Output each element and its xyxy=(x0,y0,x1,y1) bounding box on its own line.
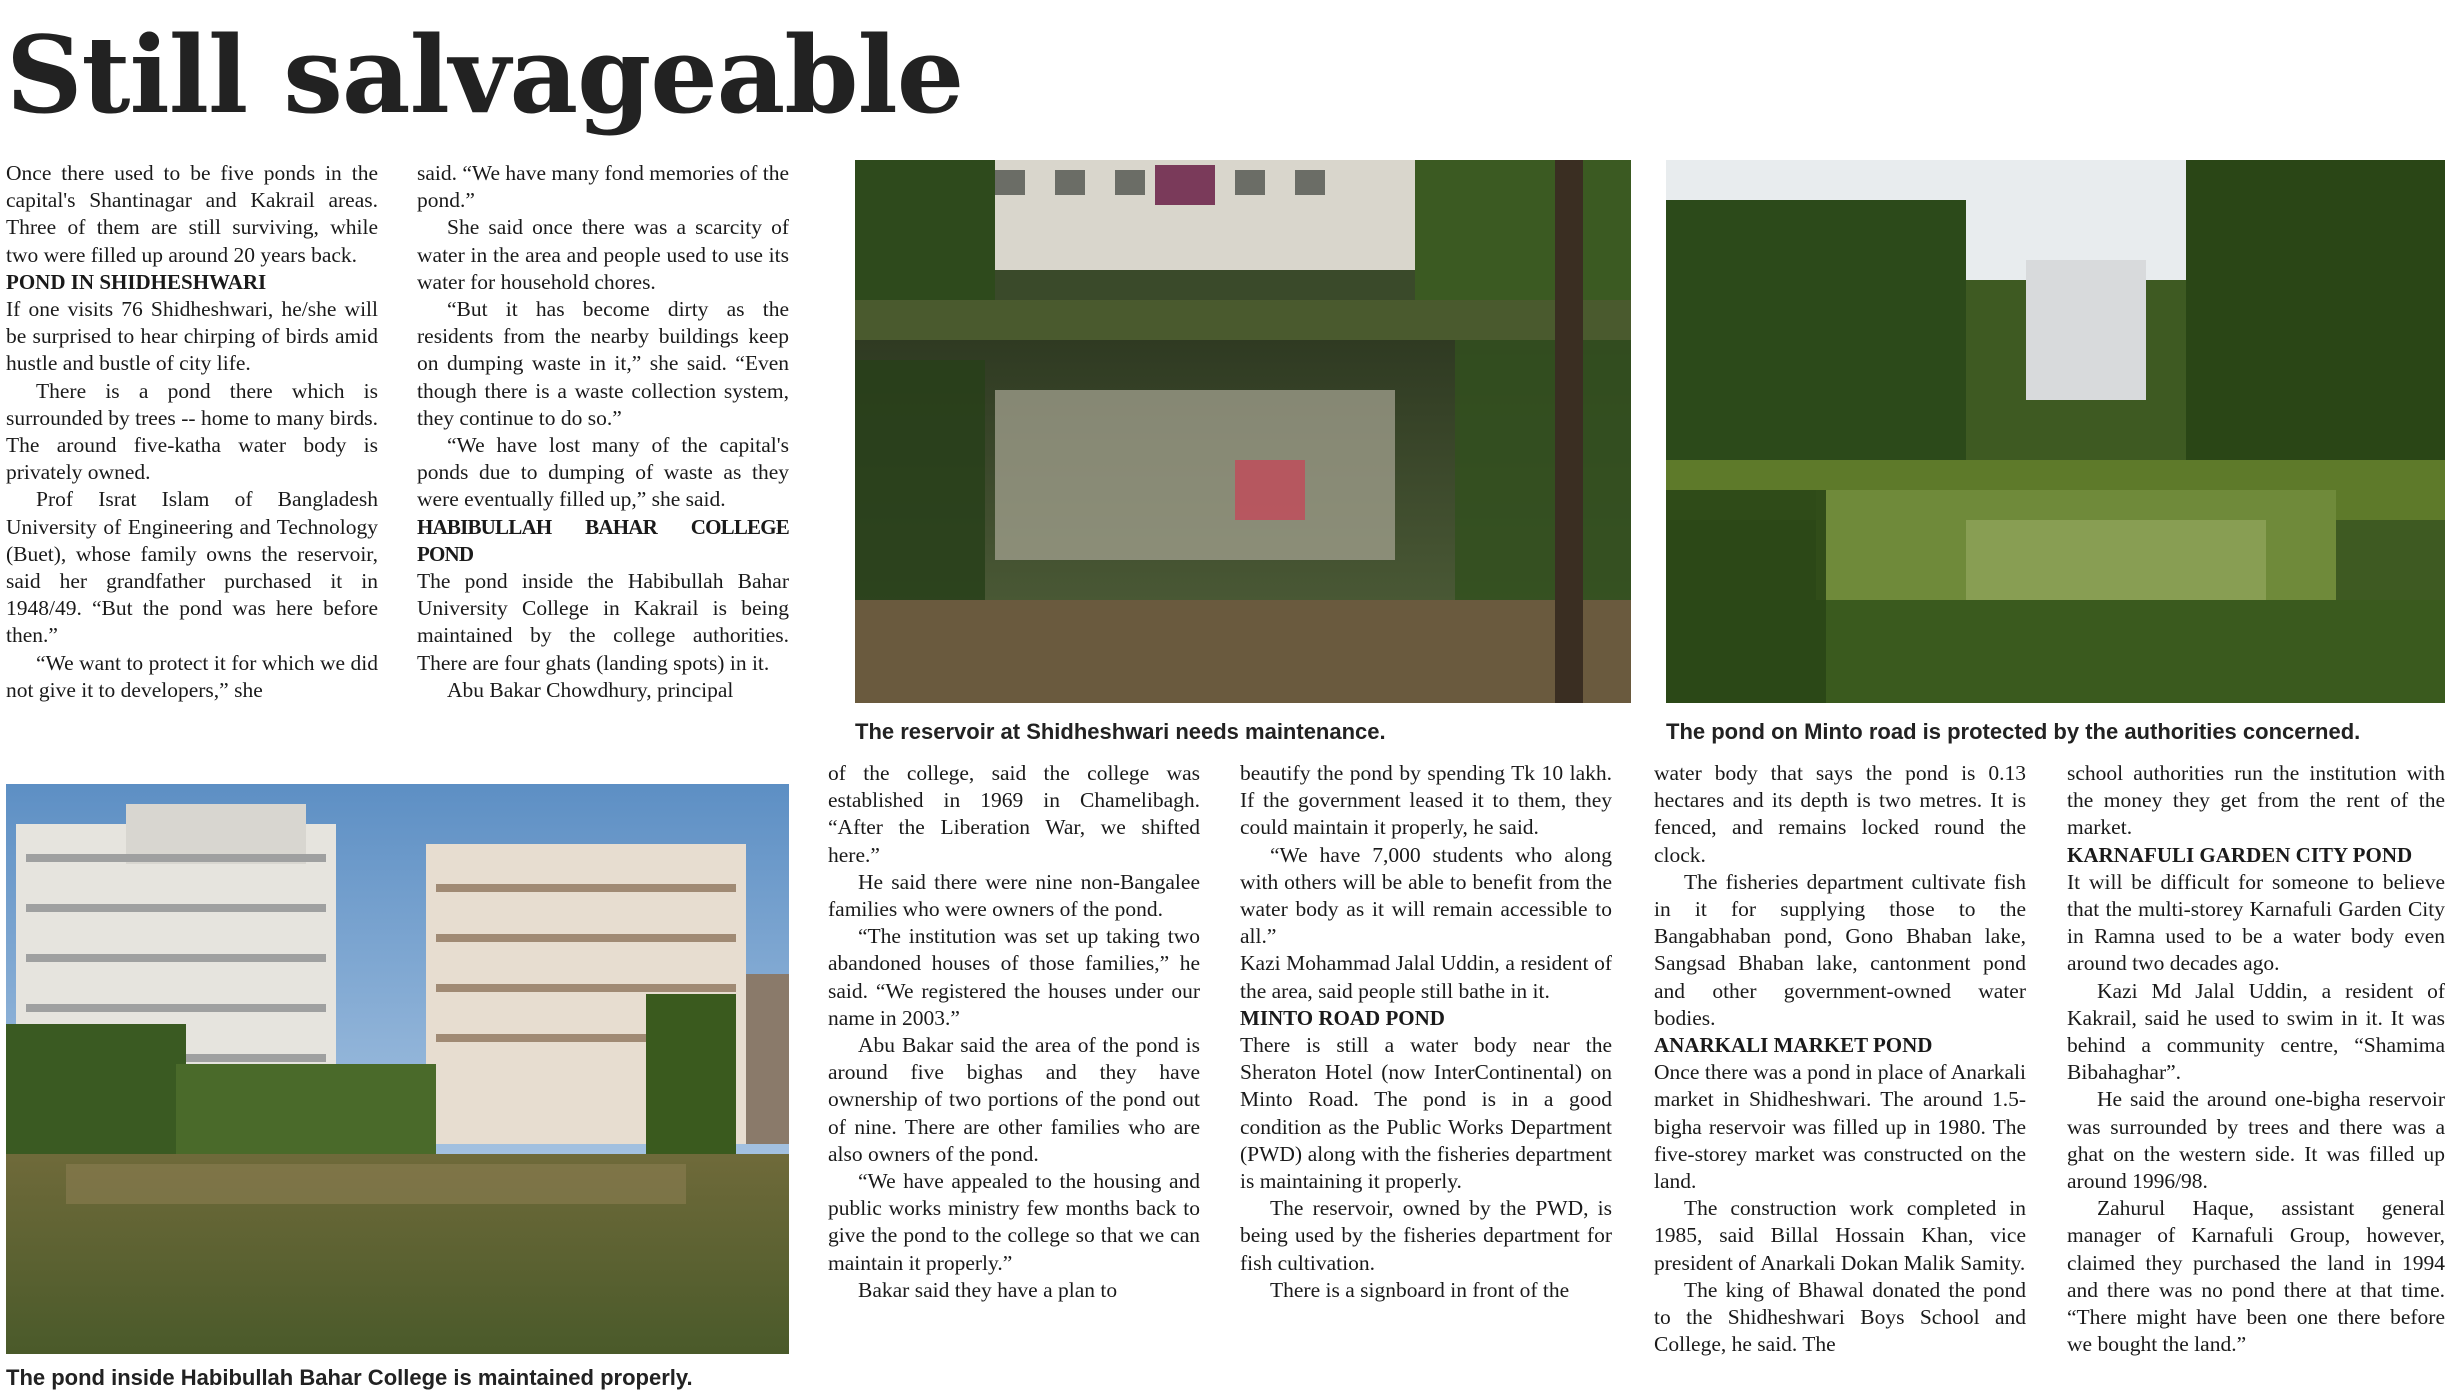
paragraph: There is still a water body near the Sheraton Hotel (now InterContinental) on Minto Road. The pond is in a good condition as the Public Works Department (PWD) along with the fisheries department is maintaining it properly. xyxy=(1240,1033,1612,1194)
paragraph: The pond inside the Habibullah Bahar University College in Kakrail is being maintained by the college authorities. There are four ghats (landing spots) in it. xyxy=(417,569,789,675)
article-column-2 xyxy=(417,160,789,752)
paragraph: Kazi Md Jalal Uddin, a resident of Kakrail, said he used to swim in it. It was behind a community centre, “Shamima Bibahaghar”. xyxy=(2067,978,2445,1085)
article-column-1 xyxy=(6,160,378,752)
paragraph: beautify the pond by spending Tk 10 lakh. If the government leased it to them, they could maintain it properly, he said. xyxy=(1240,761,1612,840)
paragraph: of the college, said the college was established in 1969 in Chamelibagh. “After the Liberation War, we shifted here.” xyxy=(828,761,1200,867)
caption-minto-road: The pond on Minto road is protected by the authorities concerned. xyxy=(1666,719,2361,744)
article-column-5 xyxy=(1654,760,2026,1390)
paragraph: She said once there was a scarcity of water in the area and people used to use its water for household chores. xyxy=(417,215,789,294)
paragraph: Once there used to be five ponds in the capital's Shantinagar and Kakrail areas. Three of them are still surviving, while two were filled up around 20 years back. xyxy=(6,161,378,267)
article-column-3 xyxy=(828,760,1200,1390)
photo-minto-road-pond xyxy=(1666,160,2445,703)
paragraph: The king of Bhawal donated the pond to the Shidheshwari Boys School and College, he said. The xyxy=(1654,1277,2026,1357)
paragraph: water body that says the pond is 0.13 hectares and its depth is two metres. It is fenced, and remains locked round the clock. xyxy=(1654,761,2026,867)
caption-habibullah: The pond inside Habibullah Bahar College is maintained properly. xyxy=(6,1365,693,1390)
paragraph: The reservoir, owned by the PWD, is being used by the fisheries department for fish cultivation. xyxy=(1240,1196,1612,1275)
paragraph: There is a signboard in front of the xyxy=(1270,1277,1570,1302)
paragraph: Prof Israt Islam of Bangladesh University of Engineering and Technology (Buet), whose family owns the reservoir, said her grandfather purchased it in 1948/49. “But the pond was here before then.” xyxy=(6,487,378,648)
paragraph: “The institution was set up taking two abandoned houses of those families,” he said. “We registered the houses under our name in 2003.” xyxy=(828,924,1200,1030)
paragraph: The construction work completed in 1985, said Billal Hossain Khan, vice president of Anarkali Dokan Malik Samity. xyxy=(1654,1196,2026,1275)
paragraph: “We have lost many of the capital's ponds due to dumping of waste as they were eventually filled up,” she said. xyxy=(417,433,789,512)
section-heading: KARNAFULI GARDEN CITY POND xyxy=(2067,842,2413,867)
section-heading: POND IN SHIDHESHWARI xyxy=(6,269,267,294)
paragraph: said. “We have many fond memories of the pond.” xyxy=(417,161,789,213)
paragraph: It will be difficult for someone to believe that the multi-storey Karnafuli Garden City in Ramna used to be a water body even around two decades ago. xyxy=(2067,869,2445,976)
paragraph: The fisheries department cultivate fish in it for supplying those to the Bangabhaban pond, Gono Bhaban lake, Sangsad Bhaban lake, cantonment pond and other government-owned water bodies. xyxy=(1654,869,2026,1030)
paragraph: Abu Bakar said the area of the pond is around five bighas and they have ownership of two portions of the pond out of nine. There are other families who are also owners of the pond. xyxy=(828,1033,1200,1166)
paragraph: Bakar said they have a plan to xyxy=(858,1277,1118,1302)
headline: Still salvageable xyxy=(6,12,964,137)
photo-shidheshwari-reservoir xyxy=(855,160,1631,703)
paragraph: Zahurul Haque, assistant general manager of Karnafuli Group, however, claimed they purchased the land in 1994 and there was no pond there at that time. “There might have been one there before we bought the land.” xyxy=(2067,1196,2445,1357)
paragraph: “We have 7,000 students who along with others will be able to benefit from the water body as it will remain accessible to all.” xyxy=(1240,842,1612,949)
article-column-6 xyxy=(2067,760,2445,1390)
article-column-4 xyxy=(1240,760,1612,1390)
paragraph: If one visits 76 Shidheshwari, he/she will be surprised to hear chirping of birds amid hustle and bustle of city life. xyxy=(6,297,378,376)
paragraph: “But it has become dirty as the residents from the nearby buildings keep on dumping waste in it,” she said. “Even though there is a waste collection system, they continue to do so.” xyxy=(417,297,789,430)
section-heading: HABIBULLAH BAHAR COLLEGE POND xyxy=(417,514,789,566)
section-heading: ANARKALI MARKET POND xyxy=(1654,1033,1933,1058)
photo-habibullah-bahar-pond xyxy=(6,784,789,1354)
section-heading: MINTO ROAD POND xyxy=(1240,1005,1445,1030)
paragraph: Abu Bakar Chowdhury, principal xyxy=(447,677,734,702)
paragraph: school authorities run the institution with the money they get from the rent of the market. xyxy=(2067,761,2445,840)
paragraph: He said there were nine non-Bangalee families who were owners of the pond. xyxy=(828,869,1200,922)
paragraph: Once there was a pond in place of Anarkali market in Shidheshwari. The around 1.5-bigha reservoir was filled up in 1980. The five-storey market was constructed on the land. xyxy=(1654,1060,2026,1194)
caption-shidheshwari: The reservoir at Shidheshwari needs maintenance. xyxy=(855,719,1386,744)
paragraph: Kazi Mohammad Jalal Uddin, a resident of the area, said people still bathe in it. xyxy=(1240,951,1612,1003)
paragraph: There is a pond there which is surrounded by trees -- home to many birds. The around five-katha water body is privately owned. xyxy=(6,378,378,485)
paragraph: “We have appealed to the housing and public works ministry few months back to give the pond to the college so that we can maintain it properly.” xyxy=(828,1169,1200,1275)
paragraph: “We want to protect it for which we did not give it to developers,” she xyxy=(6,650,378,702)
paragraph: He said the around one-bigha reservoir was surrounded by trees and there was a ghat on the western side. It was filled up around 1996/98. xyxy=(2067,1087,2445,1194)
